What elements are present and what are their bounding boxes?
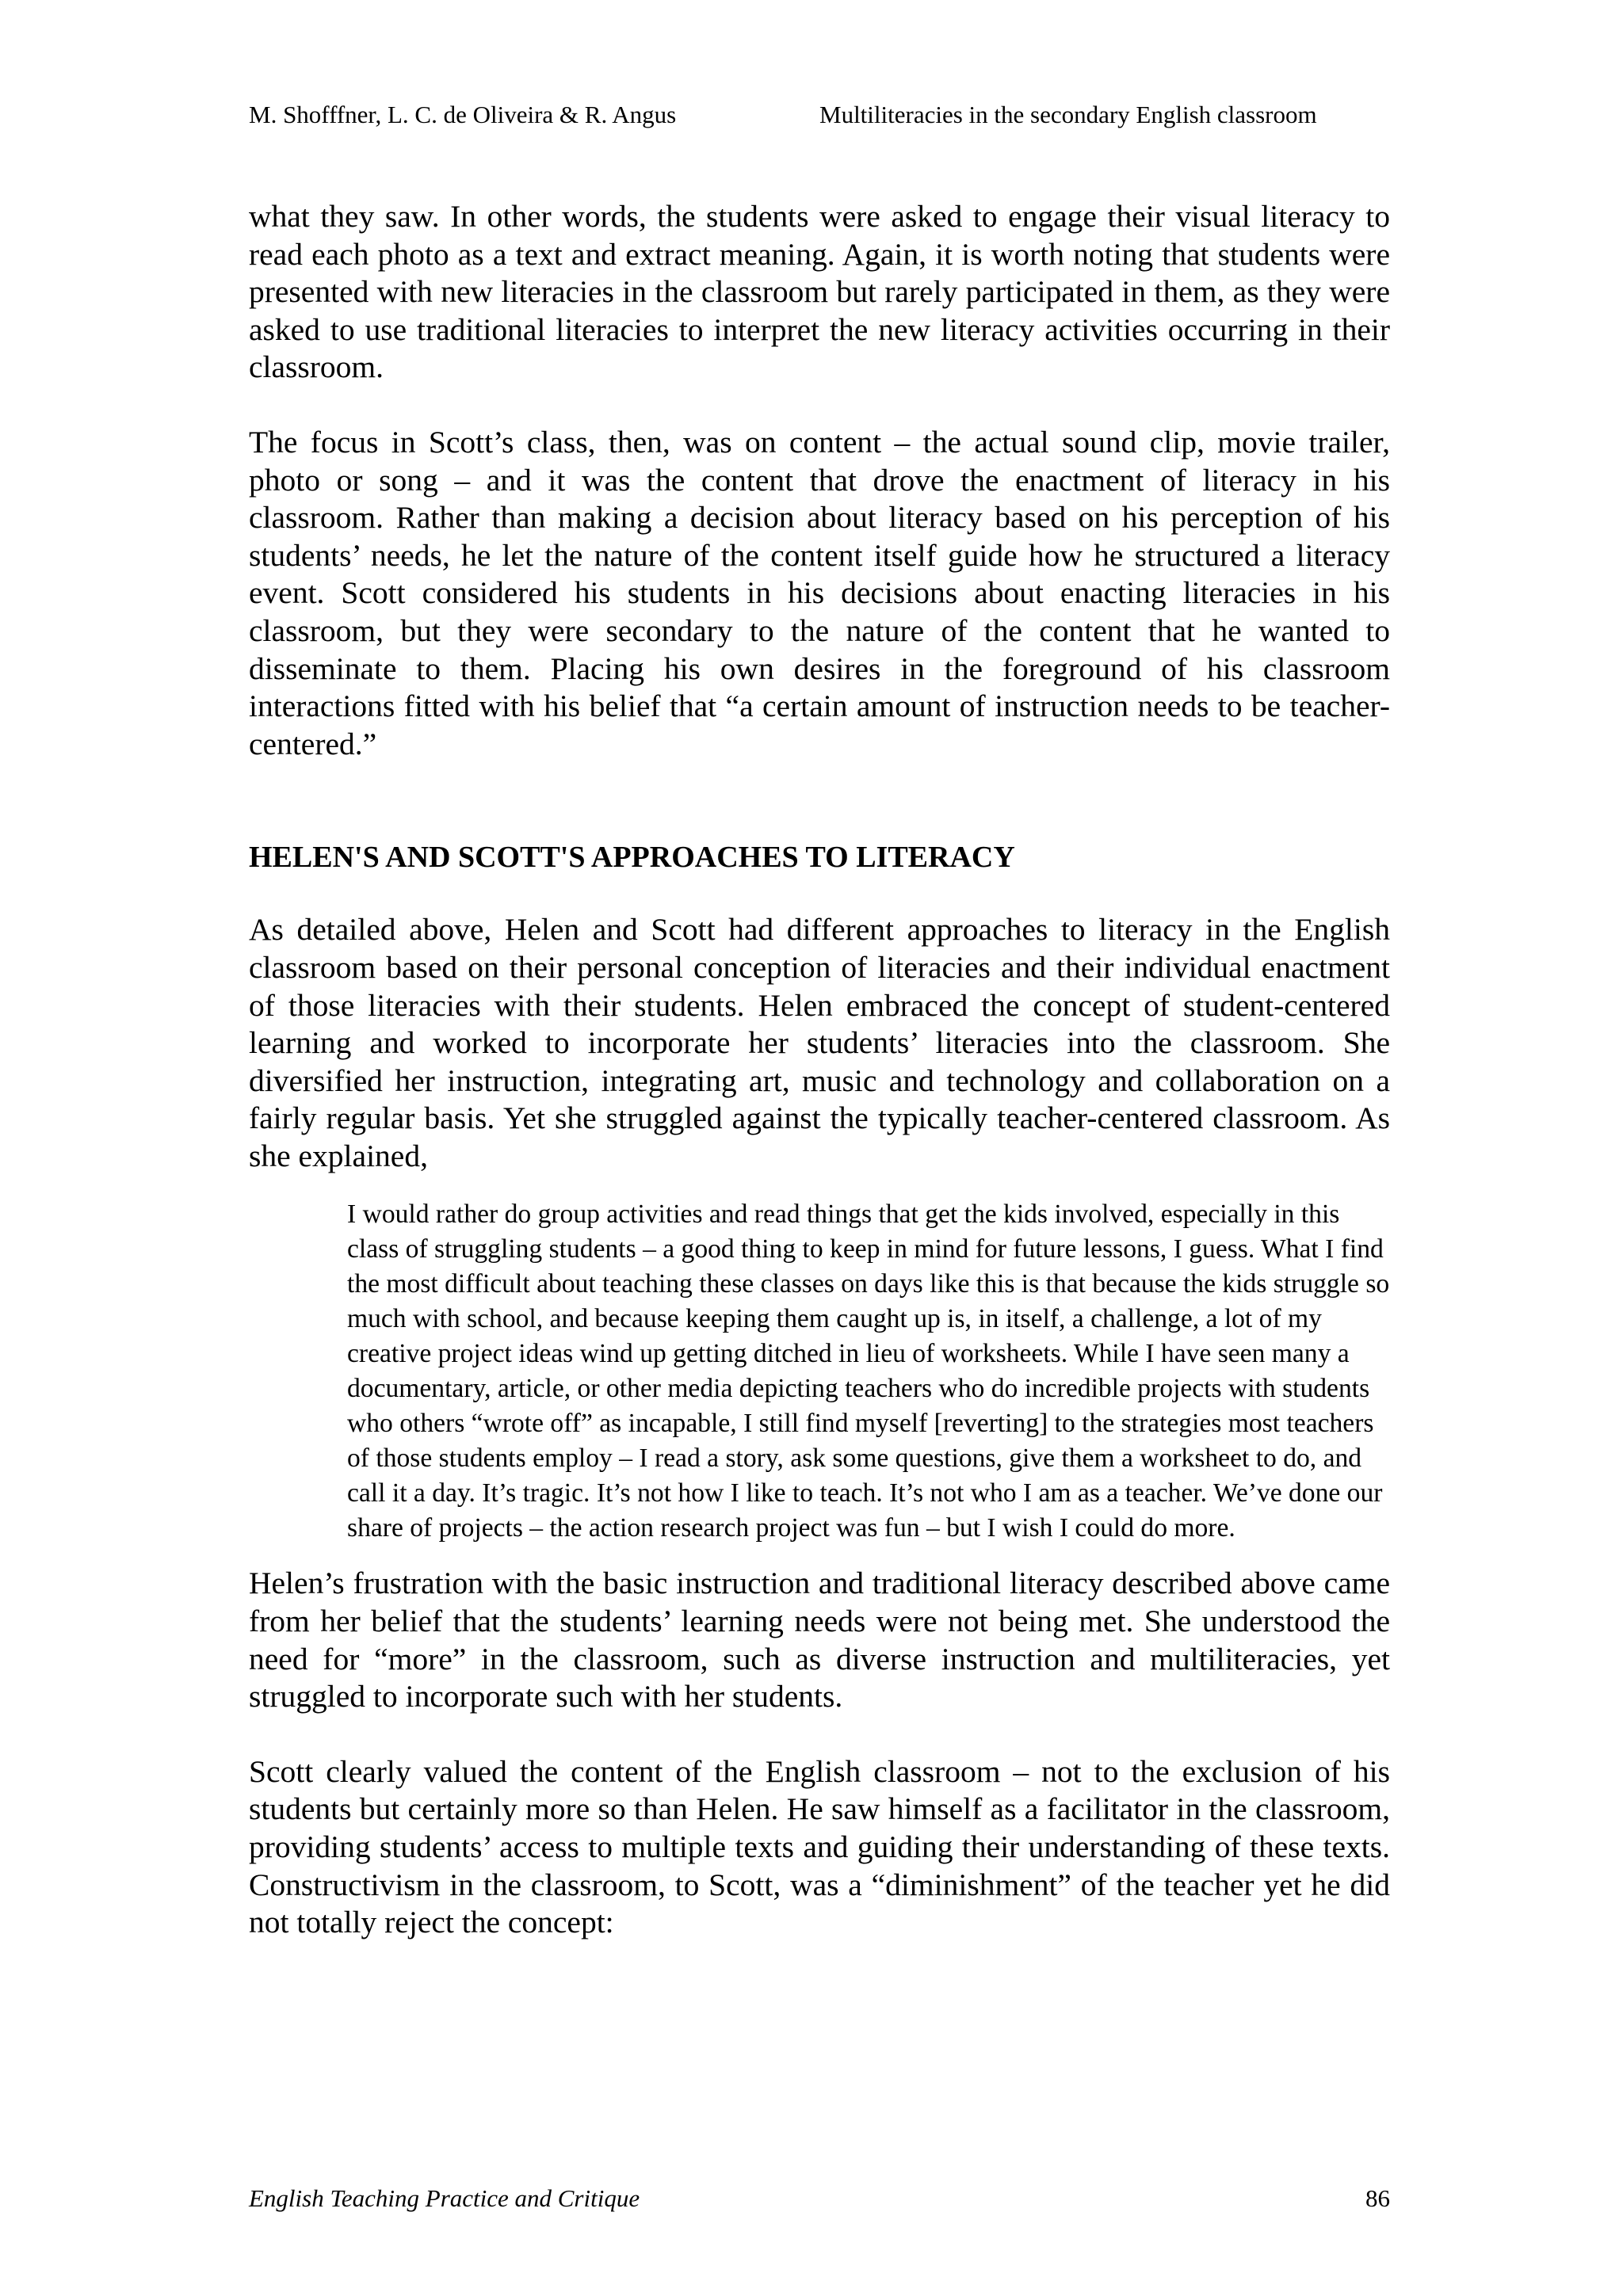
paragraph-continued: what they saw. In other words, the students were asked to engage their visual literacy to read each photo as a text and extract meaning. Again, it is worth noting that students were presented with new literacies in the classroom but rarely participated in them, as they were asked to use traditional literacies to interpret the new literacy activities occurring in their classroom. (249, 199, 1390, 385)
header-authors: M. Shofffner, L. C. de Oliveira & R. Angus (249, 101, 677, 128)
paragraph-scott-content: Scott clearly valued the content of the English classroom – not to the exclusion of his students but certainly more so than Helen. He saw himself as a facilitator in the classroom, providing students’ access to multiple texts and guiding their understanding of these texts. Constructivism in the classroom, to Scott, was a “diminishment” of the teacher yet he did not totally reject the concept: (249, 1753, 1390, 1940)
paragraph-approaches: As detailed above, Helen and Scott had different approaches to literacy in the English classroom based on their personal conception of literacies and their individual enactment of those literacies with their students. Helen embraced the concept of student-centered learning and worked to incorporate her students’ literacies into the classroom. She diversified her instruction, integrating art, music and technology and collaboration on a fairly regular basis. Yet she struggled against the typically teacher-centered classroom. As she explained, (249, 912, 1390, 1173)
paragraph-helen-frustration: Helen’s frustration with the basic instruction and traditional literacy described above came from her belief that the students’ learning needs were not being met. She understood the need for “more” in the classroom, such as diverse instruction and multiliteracies, yet struggled to incorporate such with her students. (249, 1566, 1390, 1714)
header-running-title: Multiliteracies in the secondary English classroom (819, 101, 1317, 128)
section-heading: HELEN'S AND SCOTT'S APPROACHES TO LITERACY (249, 841, 1015, 875)
page-number: 86 (1365, 2184, 1390, 2212)
helen-quote: I would rather do group activities and read things that get the kids involved, especially in this class of struggling students – a good thing to keep in mind for future lessons, I guess. What I find the most difficult about teaching these classes on days like this is that because the kids struggle so much with school, and because keeping them caught up is, in itself, a challenge, a lot of my creative project ideas wind up getting ditched in lieu of worksheets. While I have seen many a documentary, article, or other media depicting teachers who do incredible projects with students who others “wrote off” as incapable, I still find myself [reverting] to the strategies most teachers of those students employ – I read a story, ask some questions, give them a worksheet to do, and call it a day. It’s tragic. It’s not how I like to teach. It’s not who I am as a teacher. We’ve done our share of projects – the action research project was fun – but I wish I could do more. (347, 1199, 1390, 1543)
article-body (249, 198, 1390, 1942)
footer-journal-title: English Teaching Practice and Critique (249, 2184, 640, 2212)
paragraph-scott-focus: The focus in Scott’s class, then, was on content – the actual sound clip, movie trailer, photo or song – and it was the content that drove the enactment of literacy in his classroom. Rather than making a decision about literacy based on his perception of his students’ needs, he let the nature of the content itself guide how he structured a literacy event. Scott considered his students in his decisions about enacting literacies in his classroom, but they were secondary to the nature of the content that he wanted to disseminate to them. Placing his own desires in the foreground of his classroom interactions fitted with his belief that “a certain amount of instruction needs to be teacher-centered.” (249, 424, 1390, 761)
